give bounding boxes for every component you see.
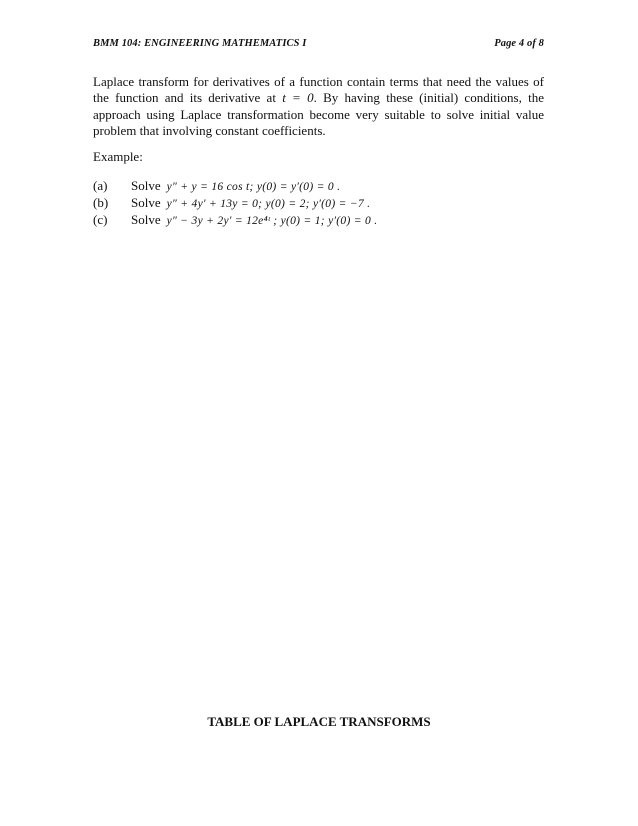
page-header [93,38,544,54]
page-number: Page 4 of 8 [494,38,544,49]
problem-equation: y″ − 3y + 2y′ = 12e⁴ᵗ ; y(0) = 1; y′(0) = 0 . [166,215,378,227]
problem-label: (a) [93,178,108,193]
problem-b [93,195,553,212]
intro-paragraph [93,74,544,139]
example-label: Example: [93,149,143,164]
course-title: BMM 104: ENGINEERING MATHEMATICS I [93,38,307,49]
intro-text-2: . By having these (initial) conditions, the approach using Laplace transformation become very suitable to solve initial value problem that involving constant coefficients. [93,90,544,138]
problem-c [93,212,553,229]
intro-text-1: Laplace transform for derivatives of a function contain terms that need the values of the function and its derivative at [93,74,544,106]
solve-word: Solve [131,195,161,210]
problem-equation: y″ + 4y′ + 13y = 0; y(0) = 2; y′(0) = −7 . [166,198,371,210]
problem-equation: y″ + y = 16 cos t; y(0) = y′(0) = 0 . [166,181,341,193]
intro-t-variable: t = 0 [282,90,314,106]
problem-label: (c) [93,212,108,227]
problem-a [93,178,553,195]
table-heading: TABLE OF LAPLACE TRANSFORMS [207,714,431,729]
problem-list [93,178,553,229]
problem-label: (b) [93,195,109,210]
solve-word: Solve [131,178,161,193]
solve-word: Solve [131,212,161,227]
